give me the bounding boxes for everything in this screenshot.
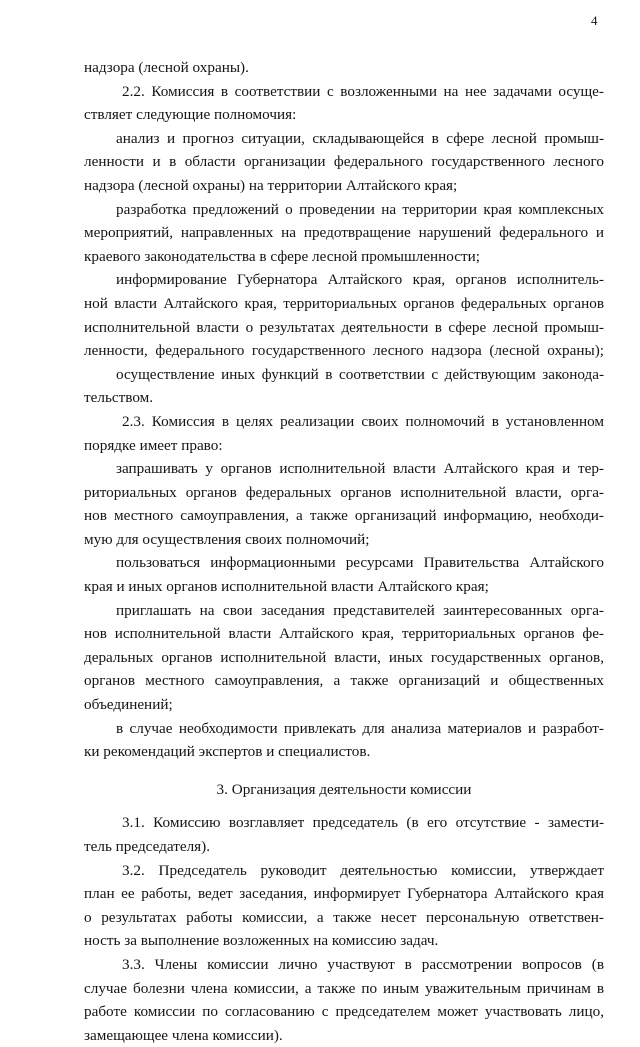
text-line: осуществление иных функций в соответствии с действующим законода- [116,365,604,383]
text-line: приглашать на свои заседания представителей заинтересованных орга- [116,601,604,619]
spacer [84,801,604,811]
text-line: объединений; [84,696,173,714]
text-line: 2.2. Комиссия в соответствии с возложенными на нее задачами осуще- [122,82,604,100]
text-line: 3.1. Комиссию возглавляет председатель (в его отсутствие - замести- [122,814,604,832]
text-line: анализ и прогноз ситуации, складывающейся в сфере лесной промыш- [116,129,604,147]
text-line: разработка предложений о проведении на территории края комплексных [116,200,604,218]
text-line: ной власти Алтайского края, территориальных органов федеральных органов [84,294,604,312]
text-line: о результатах работы комиссии, а также несет персональную ответствен- [84,908,604,926]
text-line: ленности и в области организации федерального государственного лесного [84,153,604,171]
text-line: органов местного самоуправления, а также организаций и общественных [84,672,604,690]
text-line: замещающее члена комиссии). [84,1026,283,1044]
text-line: надзора (лесной охраны) на территории Алтайского края; [84,176,458,194]
text-line: 3.2. Председатель руководит деятельностью комиссии, утверждает [122,861,604,879]
text-line: случае болезни члена комиссии, а также по иным уважительным причинам в [84,979,604,997]
text-line: тель председателя). [84,838,211,855]
text-line: надзора (лесной охраны). [84,59,249,76]
page-number: 4 [591,13,598,28]
text-line: ность за выполнение возложенных на комиссию задач. [84,932,439,950]
text-line: ствляет следующие полномочия: [84,106,297,124]
text-line: ленности, федерального государственного лесного надзора (лесной охраны); [84,342,604,360]
spacer [84,764,604,778]
section-heading: 3. Организация деятельности комиссии [216,780,472,798]
text-line: план ее работы, ведет заседания, информирует Губернатора Алтайского края [84,885,604,903]
text-line: в случае необходимости привлекать для анализа материалов и разработ- [116,719,604,737]
text-line: риториальных органов федеральных органов исполнительной власти, орга- [84,483,604,501]
text-line: информирование Губернатора Алтайского края, органов исполнитель- [116,271,604,289]
text-line: нов исполнительной власти Алтайского края, территориальных органов фе- [84,625,604,643]
text-line: краевого законодательства в сфере лесной промышленности; [84,247,480,265]
text-line: исполнительной власти о результатах деятельности в сфере лесной промыш- [84,318,604,336]
text-line: края и иных органов исполнительной власти Алтайского края; [84,578,489,596]
text-line: ки рекомендаций экспертов и специалистов. [84,743,371,761]
text-line: работе комиссии по согласованию с председателем может участвовать лицо, [84,1003,604,1021]
text-line: 3.3. Члены комиссии лично участвуют в рассмотрении вопросов (в [122,955,604,973]
text-line: тельством. [84,389,154,407]
text-line: мероприятий, направленных на предотвращение нарушений федерального и [84,224,604,242]
text-line: запрашивать у органов исполнительной власти Алтайского края и тер- [116,460,604,478]
text-line: пользоваться информационными ресурсами Правительства Алтайского [116,554,604,572]
text-line: мую для осуществления своих полномочий; [84,530,370,548]
text-line: нов местного самоуправления, а также организаций информацию, необходи- [84,507,604,525]
text-line: 2.3. Комиссия в целях реализации своих полномочий в установленном [122,412,604,430]
text-line: деральных органов исполнительной власти, иных государственных органов, [84,648,604,666]
text-line: порядке имеет право: [84,436,223,454]
document-body [84,56,604,1047]
